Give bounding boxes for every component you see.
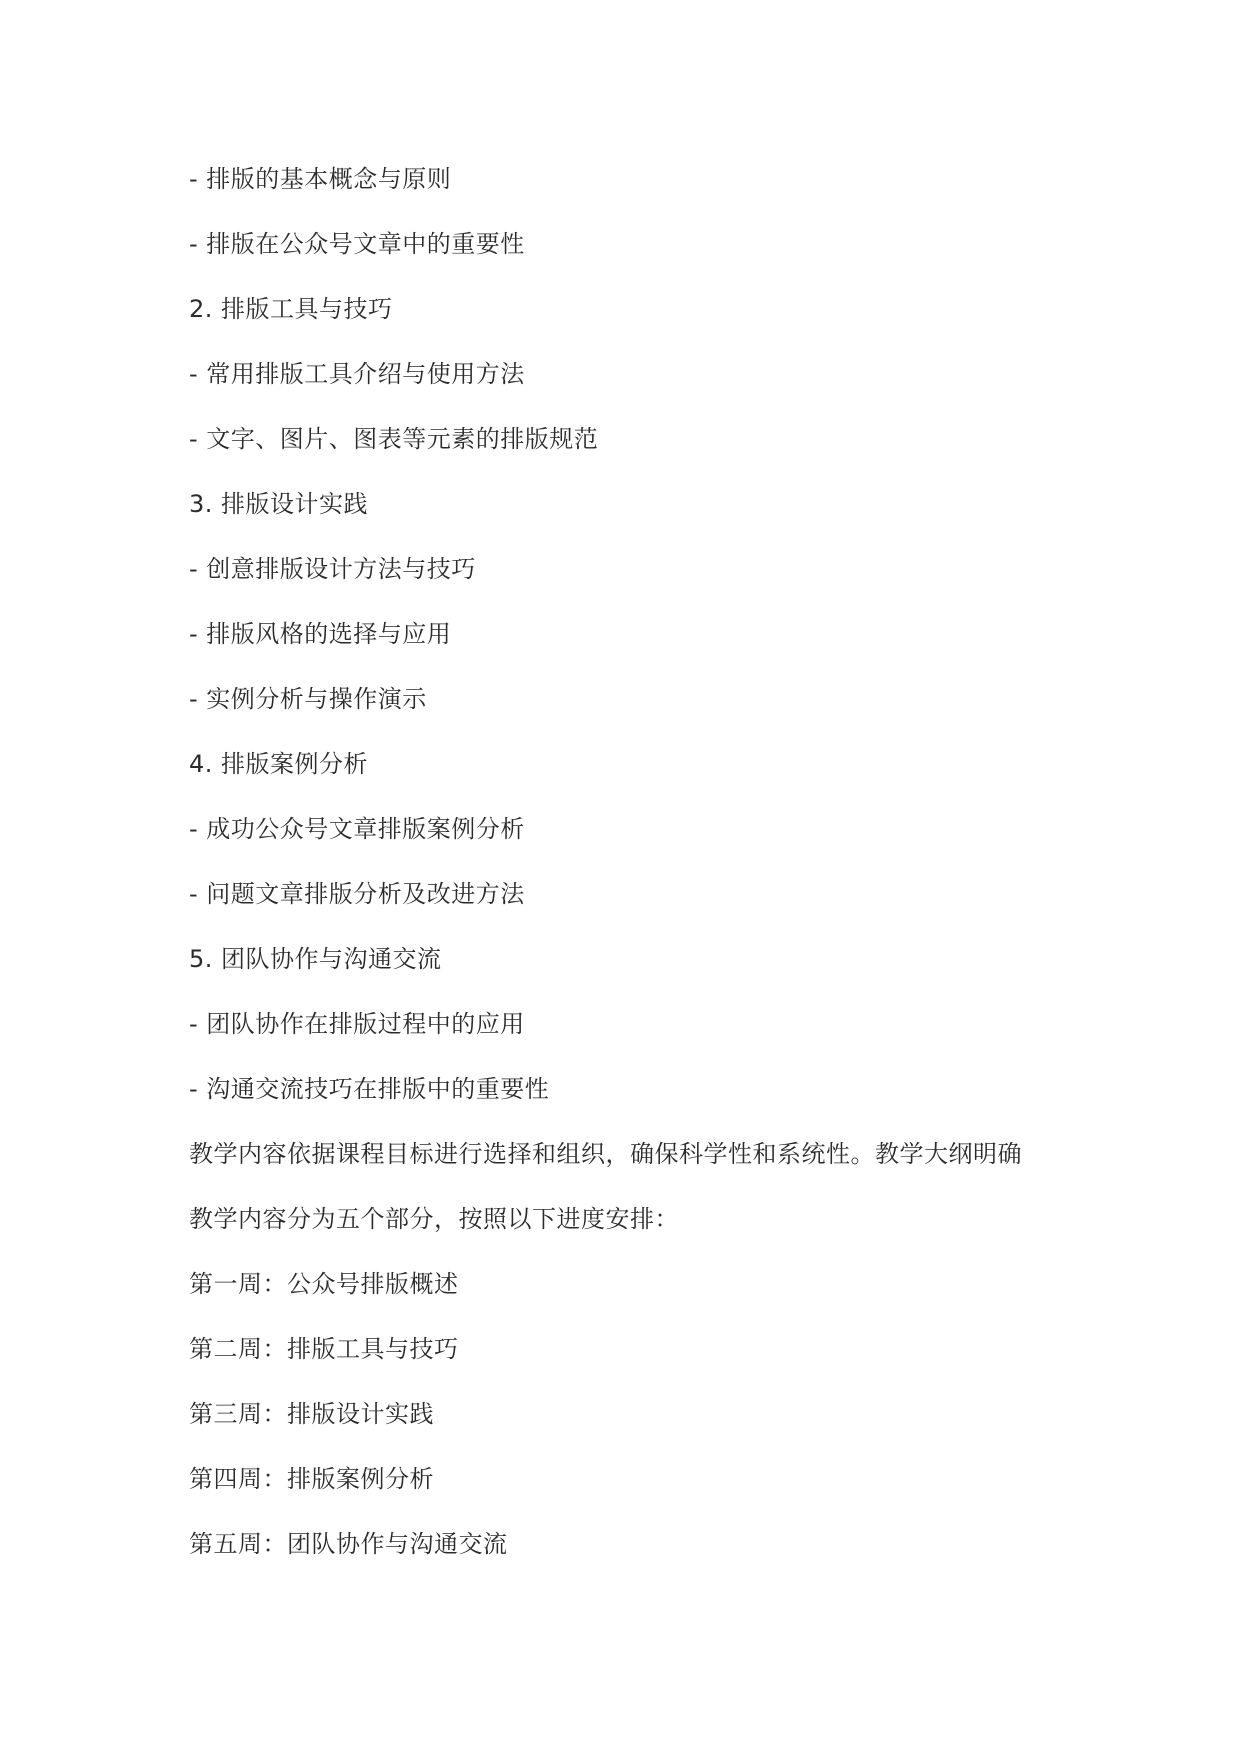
bullet-item-success-cases: - 成功公众号文章排版案例分析 (189, 815, 525, 843)
bullet-item-element-standards: - 文字、图片、图表等元素的排版规范 (189, 425, 599, 453)
bullet-item-importance: - 排版在公众号文章中的重要性 (189, 230, 525, 258)
bullet-item-creative-methods: - 创意排版设计方法与技巧 (189, 555, 476, 583)
section-heading-4: 4. 排版案例分析 (189, 750, 369, 778)
schedule-week-2: 第二周：排版工具与技巧 (189, 1335, 459, 1363)
section-heading-5: 5. 团队协作与沟通交流 (189, 945, 442, 973)
section-heading-3: 3. 排版设计实践 (189, 490, 369, 518)
schedule-week-1: 第一周：公众号排版概述 (189, 1270, 459, 1298)
document-body (189, 162, 1089, 1592)
paragraph-line-1: 教学内容依据课程目标进行选择和组织，确保科学性和系统性。教学大纲明确 (189, 1140, 1022, 1168)
bullet-item-style-selection: - 排版风格的选择与应用 (189, 620, 452, 648)
bullet-item-demo: - 实例分析与操作演示 (189, 685, 427, 713)
bullet-item-team-collaboration: - 团队协作在排版过程中的应用 (189, 1010, 525, 1038)
schedule-week-3: 第三周：排版设计实践 (189, 1400, 434, 1428)
schedule-week-4: 第四周：排版案例分析 (189, 1465, 434, 1493)
bullet-item-communication: - 沟通交流技巧在排版中的重要性 (189, 1075, 550, 1103)
bullet-item-problem-analysis: - 问题文章排版分析及改进方法 (189, 880, 525, 908)
bullet-item-common-tools: - 常用排版工具介绍与使用方法 (189, 360, 525, 388)
schedule-week-5: 第五周：团队协作与沟通交流 (189, 1530, 508, 1558)
paragraph-line-2: 教学内容分为五个部分，按照以下进度安排： (189, 1205, 679, 1233)
bullet-item-basic-concepts: - 排版的基本概念与原则 (189, 165, 452, 193)
section-heading-2: 2. 排版工具与技巧 (189, 295, 393, 323)
